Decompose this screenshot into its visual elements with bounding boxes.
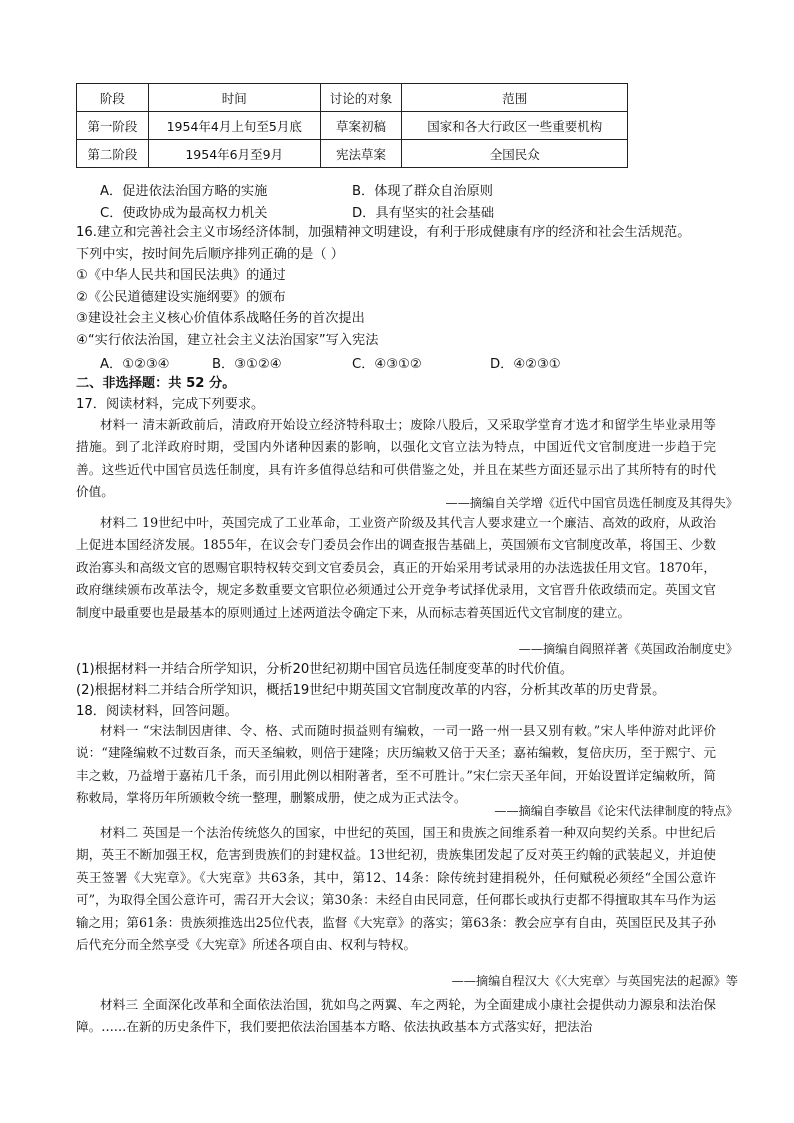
q17-material-1-source: ——摘编自关学增《近代中国官员选任制度及其得失》 [445,496,738,510]
table-header-cell: 讨论的对象 [320,84,402,112]
q17-material-2-source: ——摘编自阎照祥著《英国政治制度史》 [518,642,738,656]
q18-material-1: 材料一 “宋法制因唐律、令、格、式而随时损益则有编敕，一司一路一州一县又别有敕。”宋人毕仲游对此评价说：“建隆编敕不过数百条，而天圣编敕，则倍于建隆；庆历编敕又倍于天圣；嘉祐编敕，复倍庆历，至于熙宁、元丰之敕，乃益增于嘉祐几千条，而引用此例以相附著者，至不可胜计。”宋仁宗天圣年间，开始设置详定编敕所，简称敕局，掌将历年所颁敕令统一整理，删繁成册，使之成为正式法令。 [76,723,716,806]
section-heading: 二、非选择题：共 52 分。 [76,376,236,391]
table-row [77,140,628,168]
q16-option-c: C．④③①② [352,357,422,372]
q18-material-2-source: ——摘编自程汉大《〈大宪章〉与英国宪法的起源》等 [451,974,738,988]
table-cell: 第一阶段 [77,112,149,140]
q15-option-c: C．使政协成为最高权力机关 [100,206,268,221]
q18-material-2: 材料二 英国是一个法治传统悠久的国家，中世纪的英国，国王和贵族之间维系着一种双向契约关系。中世纪后期，英王不断加强王权，危害到贵族们的封建权益。13世纪初，贵族集团发起了反对英王约翰的武装起义，并迫使英王签署《大宪章》。《大宪章》共63条，其中，第12、14条：除传统封建捐税外，任何赋税必须经“全国公意许可”，为取得全国公意许可，需召开大会议；第30条：未经自由民同意，任何郡长或执行吏都不得擅取其车马作为运输之用；第61条：贵族须推选出25位代表，监督《大宪章》的落实；第63条：教会应享有自由，英国臣民及其子孙后代充分而全然享受《大宪章》所述各项自由、权利与特权。 [76,825,716,953]
q16-option-b: B．③①②④ [212,357,282,372]
q16-option-d: D．④②③① [490,357,561,372]
table-cell: 宪法草案 [320,140,402,168]
table-cell: 1954年6月至9月 [148,140,320,168]
q15-option-a: A．促进依法治国方略的实施 [100,184,268,199]
q17-material-1: 材料一 清末新政前后，清政府开始设立经济特科取士；废除八股后，又采取学堂育才选才和留学生毕业录用等措施。到了北洋政府时期，受国内外诸种因素的影响，以强化文官立法为特点，中国近代文官制度进一步趋于完善。这些近代中国官员选任制度，具有许多值得总结和可供借鉴之处，并且在某些方面还显示出了其所特有的时代价值。 [76,417,716,500]
table-row [77,112,628,140]
q16-option-a: A．①②③④ [100,357,170,372]
table-cell: 草案初稿 [320,112,402,140]
table-header-cell: 时间 [148,84,320,112]
q17-subquestion-2: (2)根据材料二并结合所学知识，概括19世纪中期英国文官制度改革的内容，分析其改革的历史背景。 [76,683,666,698]
q18-stem: 18．阅读材料，回答问题。 [76,704,238,719]
q17-subquestion-1: (1)根据材料一并结合所学知识，分析20世纪初期中国官员选任制度变革的时代价值。 [76,662,574,677]
q16-stem-cont: 下列中实，按时间先后顺序排列正确的是（ ） [76,247,344,262]
q18-material-1-source: ——摘编自李敏昌《论宋代法律制度的特点》 [494,804,738,818]
q16-item: ④“实行依法治国，建立社会主义法治国家”写入宪法 [76,333,379,348]
stage-table [76,83,628,168]
q17-stem: 17．阅读材料，完成下列要求。 [76,397,265,412]
q16-item: ③建设社会主义核心价值体系战略任务的首次提出 [76,311,365,326]
q17-material-2: 材料二 19世纪中叶，英国完成了工业革命，工业资产阶级及其代言人要求建立一个廉洁、高效的政府，从政治上促进本国经济发展。1855年，在议会专门委员会作出的调查报告基础上，英国颁布文官制度改革，将国王、少数政治寡头和高级文官的恩赐官职特权转交到文官委员会，真正的开始采用考试录用的办法选拔任用文官。1870年，政府继续颁布改革法令，规定多数重要文官职位必须通过公开竞争考试择优录用，文官晋升依政绩而定。英国文官制度中最重要也是最基本的原则通过上述两道法令确定下来，从而标志着英国近代文官制度的建立。 [76,515,716,620]
q15-option-d: D．具有坚实的社会基础 [352,206,495,221]
table-header-cell: 范围 [402,84,628,112]
q18-material-3: 材料三 全面深化改革和全面依法治国，犹如鸟之两翼、车之两轮，为全面建成小康社会提供动力源泉和法治保障。……在新的历史条件下，我们要把依法治国基本方略、依法执政基本方式落实好，把法治 [76,997,716,1035]
q15-option-b: B．体现了群众自治原则 [352,184,493,199]
q16-item: ②《公民道德建设实施纲要》的颁布 [76,290,286,305]
table-header-row [77,84,628,112]
q16-stem: 16.建立和完善社会主义市场经济体制，加强精神文明建设，有利于形成健康有序的经济和社会生活规范。 [76,225,691,240]
table-cell: 国家和各大行政区一些重要机构 [402,112,628,140]
table-cell: 1954年4月上旬至5月底 [148,112,320,140]
table-cell: 全国民众 [402,140,628,168]
q16-item: ①《中华人民共和国民法典》的通过 [76,268,286,283]
table-cell: 第二阶段 [77,140,149,168]
table-header-cell: 阶段 [77,84,149,112]
